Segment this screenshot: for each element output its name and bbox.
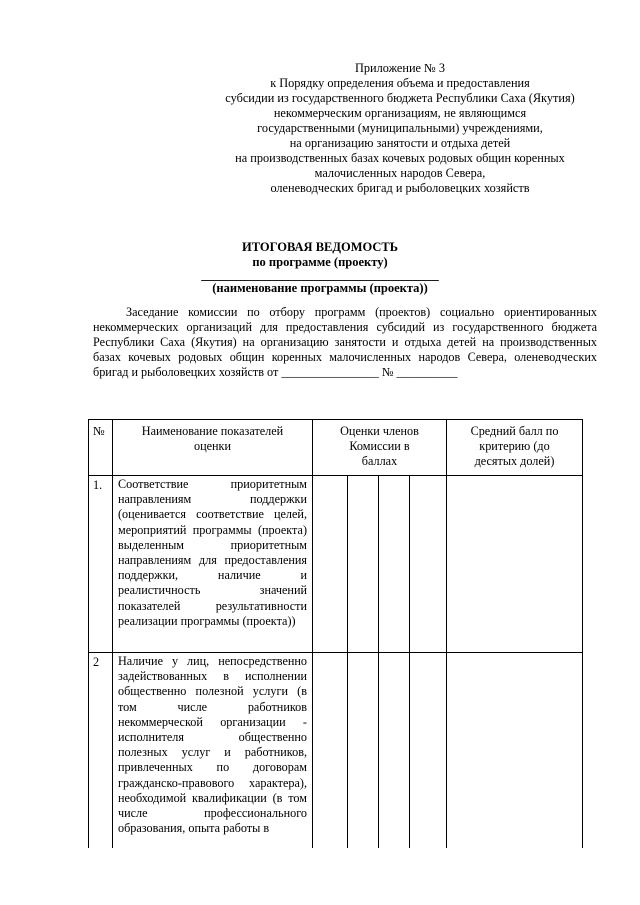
document-subtitle: по программе (проекту) (252, 254, 388, 269)
appendix-line: на организацию занятости и отдыха детей (289, 136, 511, 150)
row-number: 2 (89, 653, 113, 848)
table-header-row (89, 420, 583, 476)
header-indicator-name: Наименование показателей оценки (113, 420, 313, 476)
score-cell (379, 653, 410, 848)
appendix-line: государственными (муниципальными) учреждениями, (257, 121, 543, 135)
program-name-blank: ______________________________________ (201, 268, 439, 283)
header-average-score: Средний балл по критерию (до десятых долей) (447, 420, 583, 476)
appendix-line: оленеводческих бригад и рыболовецких хозяйств (270, 181, 530, 195)
scores-table (88, 419, 583, 848)
average-cell (447, 476, 583, 653)
score-cell (313, 653, 348, 848)
score-cell (348, 476, 379, 653)
document-title: ИТОГОВАЯ ВЕДОМОСТЬ (241, 240, 398, 254)
appendix-line: субсидии из государственного бюджета Республики Саха (Якутия) (225, 91, 575, 105)
score-cell (348, 653, 379, 848)
intro-paragraph: Заседание комиссии по отбору программ (проектов) социально ориентированных некоммерческих организаций для предоставления субсидий из государственного бюджета Республики Саха (Якутия) на организацию занятости и отдыха детей на производственных базах кочевых родовых общин коренных малочисленных народов Севера, оленеводческих бригад и рыболовецких хозяйств от ________________ № __________ (93, 305, 597, 379)
table-row (89, 653, 583, 848)
program-name-caption: (наименование программы (проекта)) (212, 281, 428, 296)
appendix-line: малочисленных народов Севера, (314, 166, 486, 180)
score-cell (313, 476, 348, 653)
table-row (89, 476, 583, 653)
row-number: 1. (89, 476, 113, 653)
header-commission-scores: Оценки членов Комиссии в баллах (313, 420, 447, 476)
row-indicator-text: Наличие у лиц, непосредственно задействованных в исполнении общественно полезной услуги (в том числе работников некоммерческой организации - исполнителя общественно полезных услуг и работников, привлеченных по договорам гражданско-правового характера), необходимой квалификации (в том числе профессионального образования, опыта работы в (113, 653, 313, 848)
row-indicator-text: Соответствие приоритетным направлениям поддержки (оценивается соответствие целей, мероприятий программы (проекта) выделенным приоритетным направлениям для предоставления поддержки, наличие и реалистичность значений показателей результативности реализации программы (проекта)) (113, 476, 313, 653)
average-cell (447, 653, 583, 848)
document-title-block (0, 240, 640, 296)
score-cell (379, 476, 410, 653)
header-number: № (89, 420, 113, 476)
score-cell (410, 476, 447, 653)
intro-paragraph-block (93, 305, 597, 380)
appendix-line: на производственных базах кочевых родовых общин коренных (235, 151, 565, 165)
appendix-line: к Порядку определения объема и предоставления (270, 76, 530, 90)
score-cell (410, 653, 447, 848)
appendix-line: некоммерческим организациям, не являющимся (273, 106, 527, 120)
appendix-header (150, 61, 640, 196)
appendix-line: Приложение № 3 (354, 61, 446, 75)
